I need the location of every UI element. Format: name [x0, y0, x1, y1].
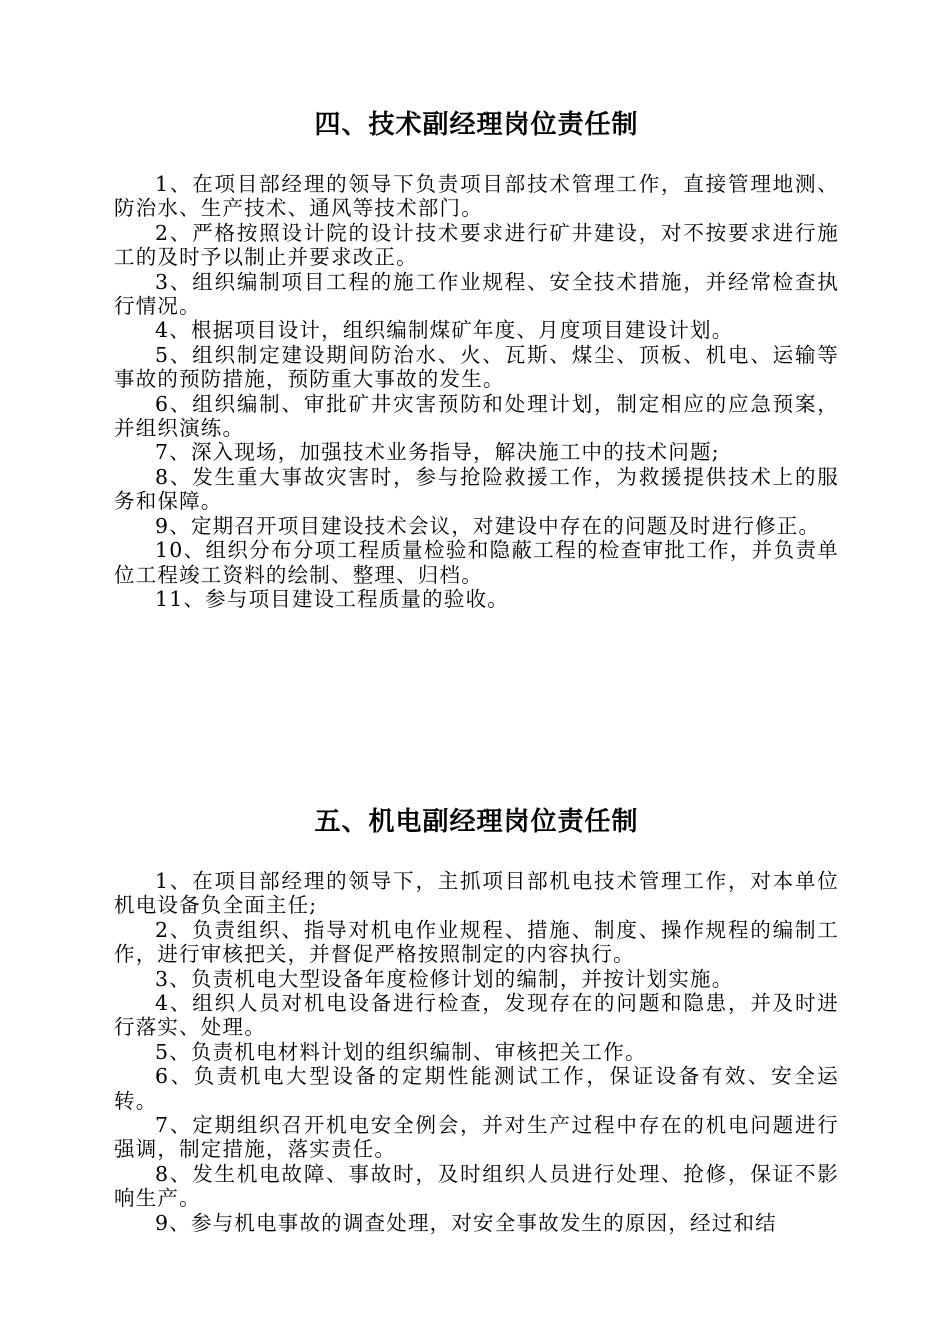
section-technical-deputy-manager [114, 108, 839, 611]
responsibility-item: 9、参与机电事故的调查处理，对安全事故发生的原因，经过和结 [155, 1210, 777, 1235]
responsibility-list [114, 172, 839, 611]
section-heading: 五、机电副经理岗位责任制 [314, 807, 639, 837]
responsibility-item: 1、在项目部经理的领导下，主抓项目部机电技术管理工作，对本单位机电设备负全面主任; [114, 869, 839, 918]
responsibility-item: 4、根据项目设计，组织编制煤矿年度、月度项目建设计划。 [155, 318, 734, 343]
responsibility-item: 8、发生机电故障、事故时，及时组织人员进行处理、抢修，保证不影响生产。 [114, 1161, 839, 1211]
responsibility-item: 7、定期组织召开机电安全例会，并对生产过程中存在的机电问题进行强调，制定措施，落实责任。 [114, 1113, 839, 1162]
responsibility-item: 6、负责机电大型设备的定期性能测试工作，保证设备有效、安全运转。 [114, 1064, 839, 1113]
responsibility-item: 5、组织制定建设期间防治水、火、瓦斯、煤尘、顶板、机电、运输等事故的预防措施，预防重大事故的发生。 [114, 342, 839, 392]
responsibility-item: 11、参与项目建设工程质量的验收。 [155, 586, 509, 611]
responsibility-item: 5、负责机电材料计划的组织编制、审核把关工作。 [155, 1039, 647, 1064]
responsibility-item: 6、组织编制、审批矿井灾害预防和处理计划，制定相应的应急预案，并组织演练。 [114, 391, 839, 441]
responsibility-item: 9、定期召开项目建设技术会议，对建设中存在的问题及时进行修正。 [155, 513, 821, 538]
responsibility-item: 2、严格按照设计院的设计技术要求进行矿井建设，对不按要求进行施工的及时予以制止并要求改正。 [114, 220, 839, 270]
responsibility-item: 4、组织人员对机电设备进行检查，发现存在的问题和隐患，并及时进行落实、处理。 [114, 991, 839, 1040]
responsibility-item: 10、组织分布分项工程质量检验和隐蔽工程的检查审批工作，并负责单位工程竣工资料的绘制、整理、归档。 [114, 538, 839, 587]
responsibility-item: 2、负责组织、指导对机电作业规程、措施、制度、操作规程的编制工作，进行审核把关，并督促严格按照制定的内容执行。 [114, 917, 839, 967]
responsibility-item: 8、发生重大事故灾害时，参与抢险救援工作，为救援提供技术上的服务和保障。 [114, 464, 839, 514]
responsibility-item: 3、负责机电大型设备年度检修计划的编制，并按计划实施。 [155, 966, 734, 991]
section-electromechanical-deputy-manager [114, 805, 839, 1235]
responsibility-item: 7、深入现场，加强技术业务指导，解决施工中的技术问题; [155, 440, 720, 465]
section-heading: 四、技术副经理岗位责任制 [314, 110, 639, 140]
responsibility-item: 3、组织编制项目工程的施工作业规程、安全技术措施，并经常检查执行情况。 [114, 269, 839, 319]
responsibility-list [114, 869, 839, 1235]
responsibility-item: 1、在项目部经理的领导下负责项目部技术管理工作，直接管理地测、防治水、生产技术、通风等技术部门。 [114, 172, 839, 221]
